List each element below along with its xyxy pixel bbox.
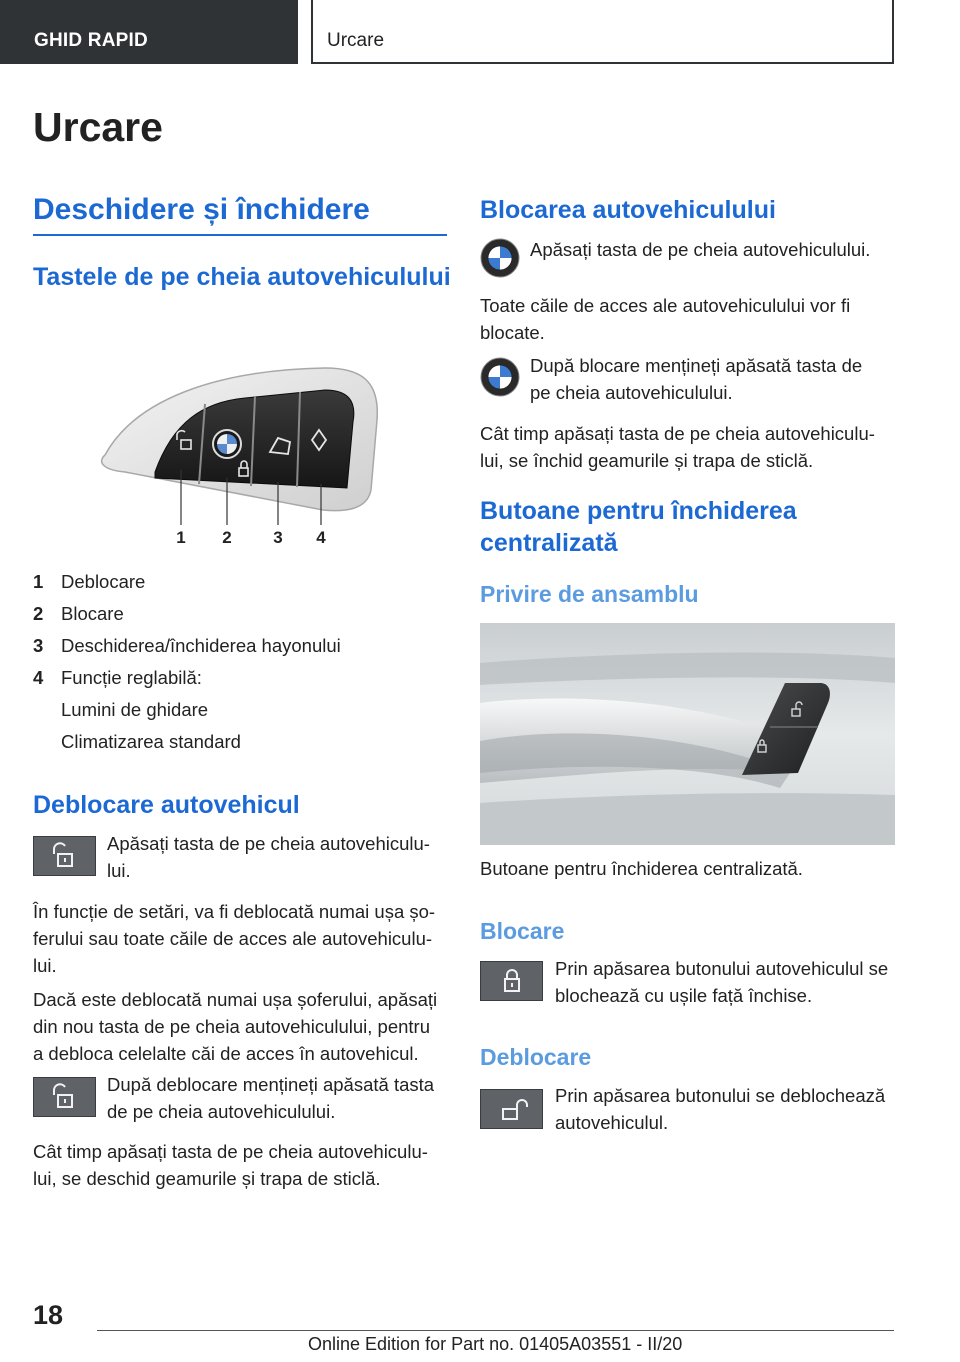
legend-num-2: 2 (33, 603, 44, 624)
key-callout-4: 4 (316, 528, 326, 547)
legend-label-1: Deblocare (61, 571, 146, 592)
page-title: Urcare (33, 104, 163, 150)
key-callout-3: 3 (273, 528, 283, 547)
subheading-unlock-button: Deblocare (480, 1044, 592, 1070)
central-unlock-button-icon (480, 1089, 543, 1129)
lock-paragraph-2-line-2: lui, se închid geamurile și trapa de sticlă. (480, 450, 814, 471)
legend-label-3: Deschiderea/închiderea hayonului (61, 635, 341, 656)
bmw-logo-hold-icon (480, 357, 520, 397)
unlock-paragraph-2-line-1: Dacă este deblocată numai ușa șoferului, apăsați (33, 989, 438, 1010)
header-section-tab (0, 0, 298, 64)
section-heading-rule (33, 234, 447, 236)
lock-button-text-1: Prin apăsarea butonului autovehiculul se (555, 958, 889, 979)
lock-hold-text-2: pe cheia autovehiculului. (530, 382, 733, 403)
unlock-button-text-1: Prin apăsarea butonului se deblochează (555, 1085, 886, 1106)
legend-num-3: 3 (33, 635, 44, 656)
lock-paragraph-1-line-2: blocate. (480, 322, 545, 343)
unlock-paragraph-3-line-2: lui, se deschid geamurile și trapa de sticlă. (33, 1168, 381, 1189)
unlock-paragraph-2-line-2: din nou tasta de pe cheia autovehiculului, pentru (33, 1016, 431, 1037)
unlock-hold-text-1: După deblocare mențineți apăsată tasta (107, 1074, 435, 1095)
subheading-unlock-vehicle: Deblocare autovehicul (33, 791, 300, 819)
unlock-paragraph-1-line-1: În funcție de setări, va fi deblocată numai ușa șo- (33, 901, 436, 922)
legend-sub-2: Climatizarea standard (61, 731, 241, 752)
key-callout-1: 1 (176, 528, 186, 547)
unlock-paragraph-1-line-2: ferului sau toate căile de acces ale autovehiculu- (33, 928, 433, 949)
subheading-overview: Privire de ansamblu (480, 581, 699, 607)
key-fob-illustration (95, 360, 390, 550)
lock-paragraph-1-line-1: Toate căile de acces ale autovehiculului vor fi (480, 295, 851, 316)
header-topic-tab (311, 0, 894, 64)
unlock-button-icon (33, 836, 96, 876)
photo-caption: Butoane pentru închiderea centralizată. (480, 858, 803, 879)
unlock-button-text-2: autovehiculul. (555, 1112, 669, 1133)
door-buttons-photo (480, 623, 895, 845)
section-heading-open-close: Deschidere și închidere (33, 193, 370, 226)
page-number: 18 (33, 1300, 64, 1330)
subheading-lock-button: Blocare (480, 918, 565, 944)
unlock-icon-text-1: Apăsați tasta de pe cheia autovehiculu- (107, 833, 430, 854)
footer-edition: Online Edition for Part no. 01405A03551 - II/20 (308, 1334, 683, 1354)
legend-label-4: Funcție reglabilă: (61, 667, 202, 688)
header-topic-label: Urcare (327, 30, 385, 51)
legend-num-1: 1 (33, 571, 44, 592)
key-callout-2: 2 (222, 528, 232, 547)
footer-rule (97, 1330, 894, 1331)
central-lock-button-icon (480, 961, 543, 1001)
lock-button-text-2: blochează cu ușile față închise. (555, 985, 813, 1006)
lock-hold-text-1: După blocare mențineți apăsată tasta de (530, 355, 863, 376)
key-bmw-logo-icon (213, 430, 241, 458)
lock-paragraph-2-line-1: Cât timp apăsați tasta de pe cheia autovehiculu- (480, 423, 875, 444)
unlock-paragraph-2-line-3: a debloca celelalte căi de acces în autovehicul. (33, 1043, 419, 1064)
subheading-lock-vehicle: Blocarea autovehiculului (480, 196, 776, 224)
subheading-key-buttons: Tastele de pe cheia autovehiculului (33, 263, 451, 291)
legend-sub-1: Lumini de ghidare (61, 699, 209, 720)
header-section-label: GHID RAPID (34, 30, 148, 51)
unlock-paragraph-3-line-1: Cât timp apăsați tasta de pe cheia autovehiculu- (33, 1141, 428, 1162)
unlock-hold-text-2: de pe cheia autovehiculului. (107, 1101, 336, 1122)
subheading-central-locking-line-2: centralizată (480, 529, 618, 557)
unlock-icon-text-2: lui. (107, 860, 131, 881)
legend-num-4: 4 (33, 667, 44, 688)
bmw-logo-icon (480, 238, 520, 278)
lock-icon-text: Apăsați tasta de pe cheia autovehiculului. (530, 239, 871, 260)
subheading-central-locking-line-1: Butoane pentru închiderea (480, 497, 797, 525)
unlock-paragraph-1-line-3: lui. (33, 955, 57, 976)
unlock-hold-button-icon (33, 1077, 96, 1117)
legend-label-2: Blocare (61, 603, 124, 624)
